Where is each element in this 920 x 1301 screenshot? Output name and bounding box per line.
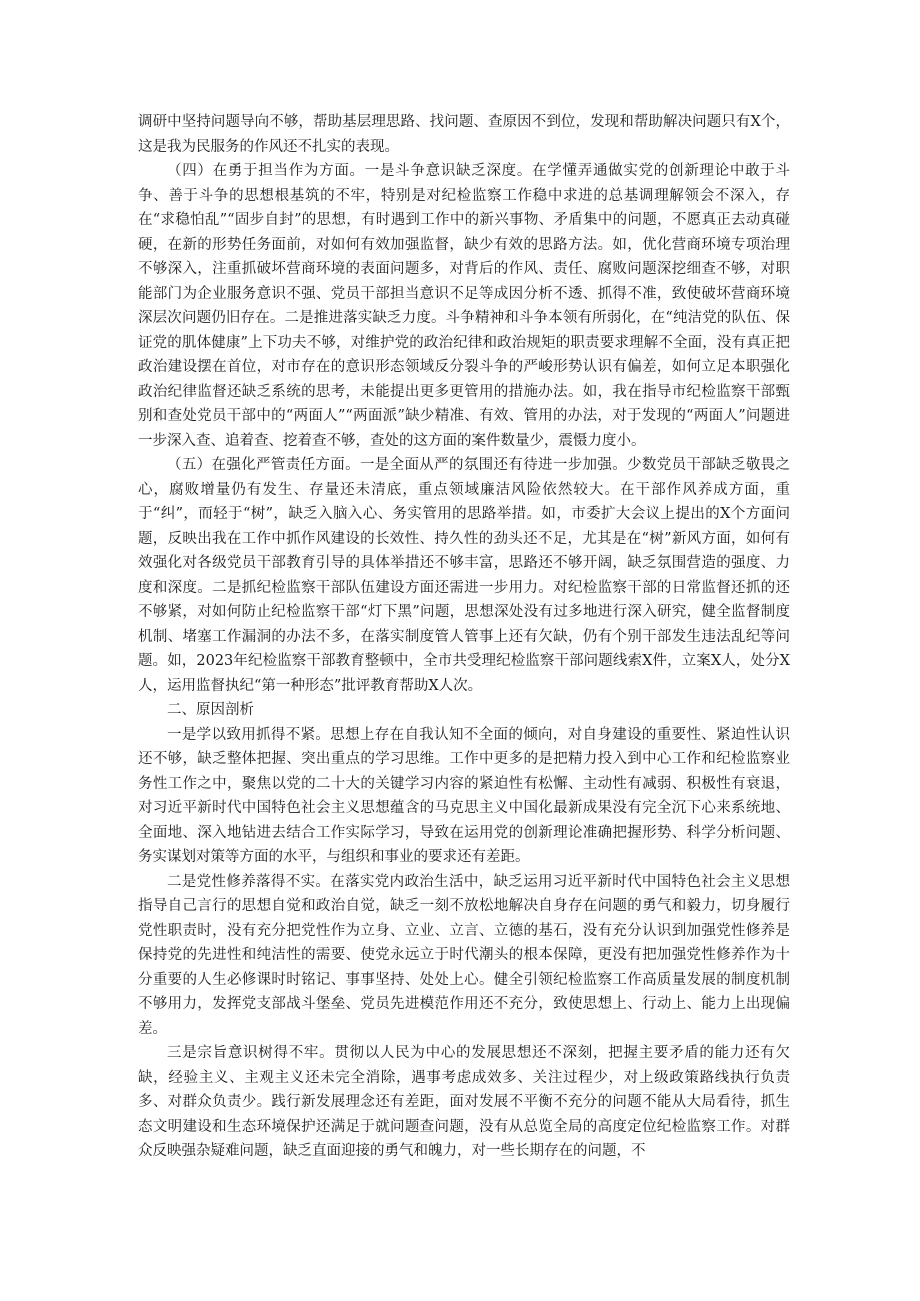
paragraph: （四）在勇于担当作为方面。一是斗争意识缺乏深度。在学懂弄通做实党的创新理论中敢于斗争、善于斗争的思想根基筑的不牢，特别是对纪检监察工作稳中求进的总基调理解领会不深入，存在“求稳怕乱”“固步自封”的思想，有时遇到工作中的新兴事物、矛盾集中的问题，不愿真正去动真碰硬，在新的形势任务面前，对如何有效加强监督，缺少有效的思路方法。如，优化营商环境专项治理不够深入，注重抓破坏营商环境的表面问题多，对背后的作风、责任、腐败问题深挖细查不够，对职能部门为企业服务意识不强、党员干部担当意识不足等成因分析不透、抓得不准，致使破坏营商环境深层次问题仍旧存在。二是推进落实缺乏力度。斗争精神和斗争本领有所弱化，在“纯洁党的队伍、保证党的肌体健康”上下功夫不够，对维护党的政治纪律和政治规矩的职责要求理解不全面，没有真正把政治建设摆在首位，对市存在的意识形态领域反分裂斗争的严峻形势认识有偏差，如何立足本职强化政治纪律监督还缺乏系统的思考，未能提出更多更管用的措施办法。如，我在指导市纪检监察干部甄别和查处党员干部中的“两面人”“两面派”缺少精准、有效、管用的办法，对于发现的“两面人”问题进一步深入查、追着查、挖着查不够，查处的这方面的案件数量少，震慑力度小。 <box>138 163 790 449</box>
paragraph: 二是党性修养落得不实。在落实党内政治生活中，缺乏运用习近平新时代中国特色社会主义思想指导自己言行的思想自觉和政治自觉，缺乏一刻不放松地解决自身存在问题的勇气和毅力，切身履行党性职责时，没有充分把党性作为立身、立业、立言、立德的基石，没有充分认识到加强党性修养是保持党的先进性和纯洁性的需要、使党永远立于时代潮头的根本保障，更没有把加强党性修养作为十分重要的人生必修课时时铭记、事事坚持、处处上心。健全引领纪检监察工作高质量发展的制度机制不够用力，发挥党支部战斗堡垒、党员先进模范作用还不充分，致使思想上、行动上、能力上出现偏差。 <box>138 873 790 1037</box>
section-heading: 二、原因剖析 <box>167 702 254 718</box>
paragraph: （五）在强化严管责任方面。一是全面从严的氛围还有待进一步加强。少数党员干部缺乏敬畏之心，腐败增量仍有发生、存量还未清底，重点领域廉洁风险依然较大。在干部作风养成方面，重于“纠”，而轻于“树”，缺乏入脑入心、务实管用的思路举措。如，市委扩大会议上提出的X个方面问题，反映出我在工作中抓作风建设的长效性、持久性的劲头还不足，尤其是在“树”新风方面，如何有效强化对各级党员干部教育引导的具体举措还不够丰富，思路还不够开阔，缺乏氛围营造的强度、力度和深度。二是抓纪检监察干部队伍建设方面还需进一步用力。对纪检监察干部的日常监督还抓的还不够紧，对如何防止纪检监察干部“灯下黑”问题，思想深处没有过多地进行深入研究，健全监督制度机制、堵塞工作漏洞的办法不多，在落实制度管人管事上还有欠缺，仍有个别干部发生违法乱纪等问题。如，2023年纪检监察干部教育整顿中，全市共受理纪检监察干部问题线索X件，立案X人，处分X人，运用监督执纪“第一种形态”批评教育帮助X人次。 <box>138 457 790 694</box>
paragraph: 三是宗旨意识树得不牢。贯彻以人民为中心的发展思想还不深刻，把握主要矛盾的能力还有欠缺，经验主义、主观主义还未完全消除，遇事考虑成效多、关注过程少，对上级政策路线执行负责多、对群众负责少。践行新发展理念还有差距，面对发展不平衡不充分的问题不能从大局看待，抓生态文明建设和生态环境保护还满足于就问题查问题，没有从总览全局的高度定位纪检监察工作。对群众反映强杂疑难问题，缺乏直面迎接的勇气和魄力，对一些长期存在的问题，不 <box>138 1045 790 1159</box>
paragraph: 一是学以致用抓得不紧。思想上存在自我认知不全面的倾向，对自身建设的重要性、紧迫性认识还不够，缺乏整体把握、突出重点的学习思维。工作中更多的是把精力投入到中心工作和纪检监察业务性工作之中，聚焦以党的二十大的关键学习内容的紧迫性有松懈、主动性有减弱、积极性有衰退，对习近平新时代中国特色社会主义思想蕴含的马克思主义中国化最新成果没有完全沉下心来系统地、全面地、深入地钻进去结合工作实际学习，导致在运用党的创新理论准确把握形势、科学分析问题、务实谋划对策等方面的水平，与组织和事业的要求还有差距。 <box>138 726 790 865</box>
paragraph: 调研中坚持问题导向不够，帮助基层理思路、找问题、查原因不到位，发现和帮助解决问题只有X个，这是我为民服务的作风还不扎实的表现。 <box>138 114 790 155</box>
document-body <box>138 110 790 1164</box>
